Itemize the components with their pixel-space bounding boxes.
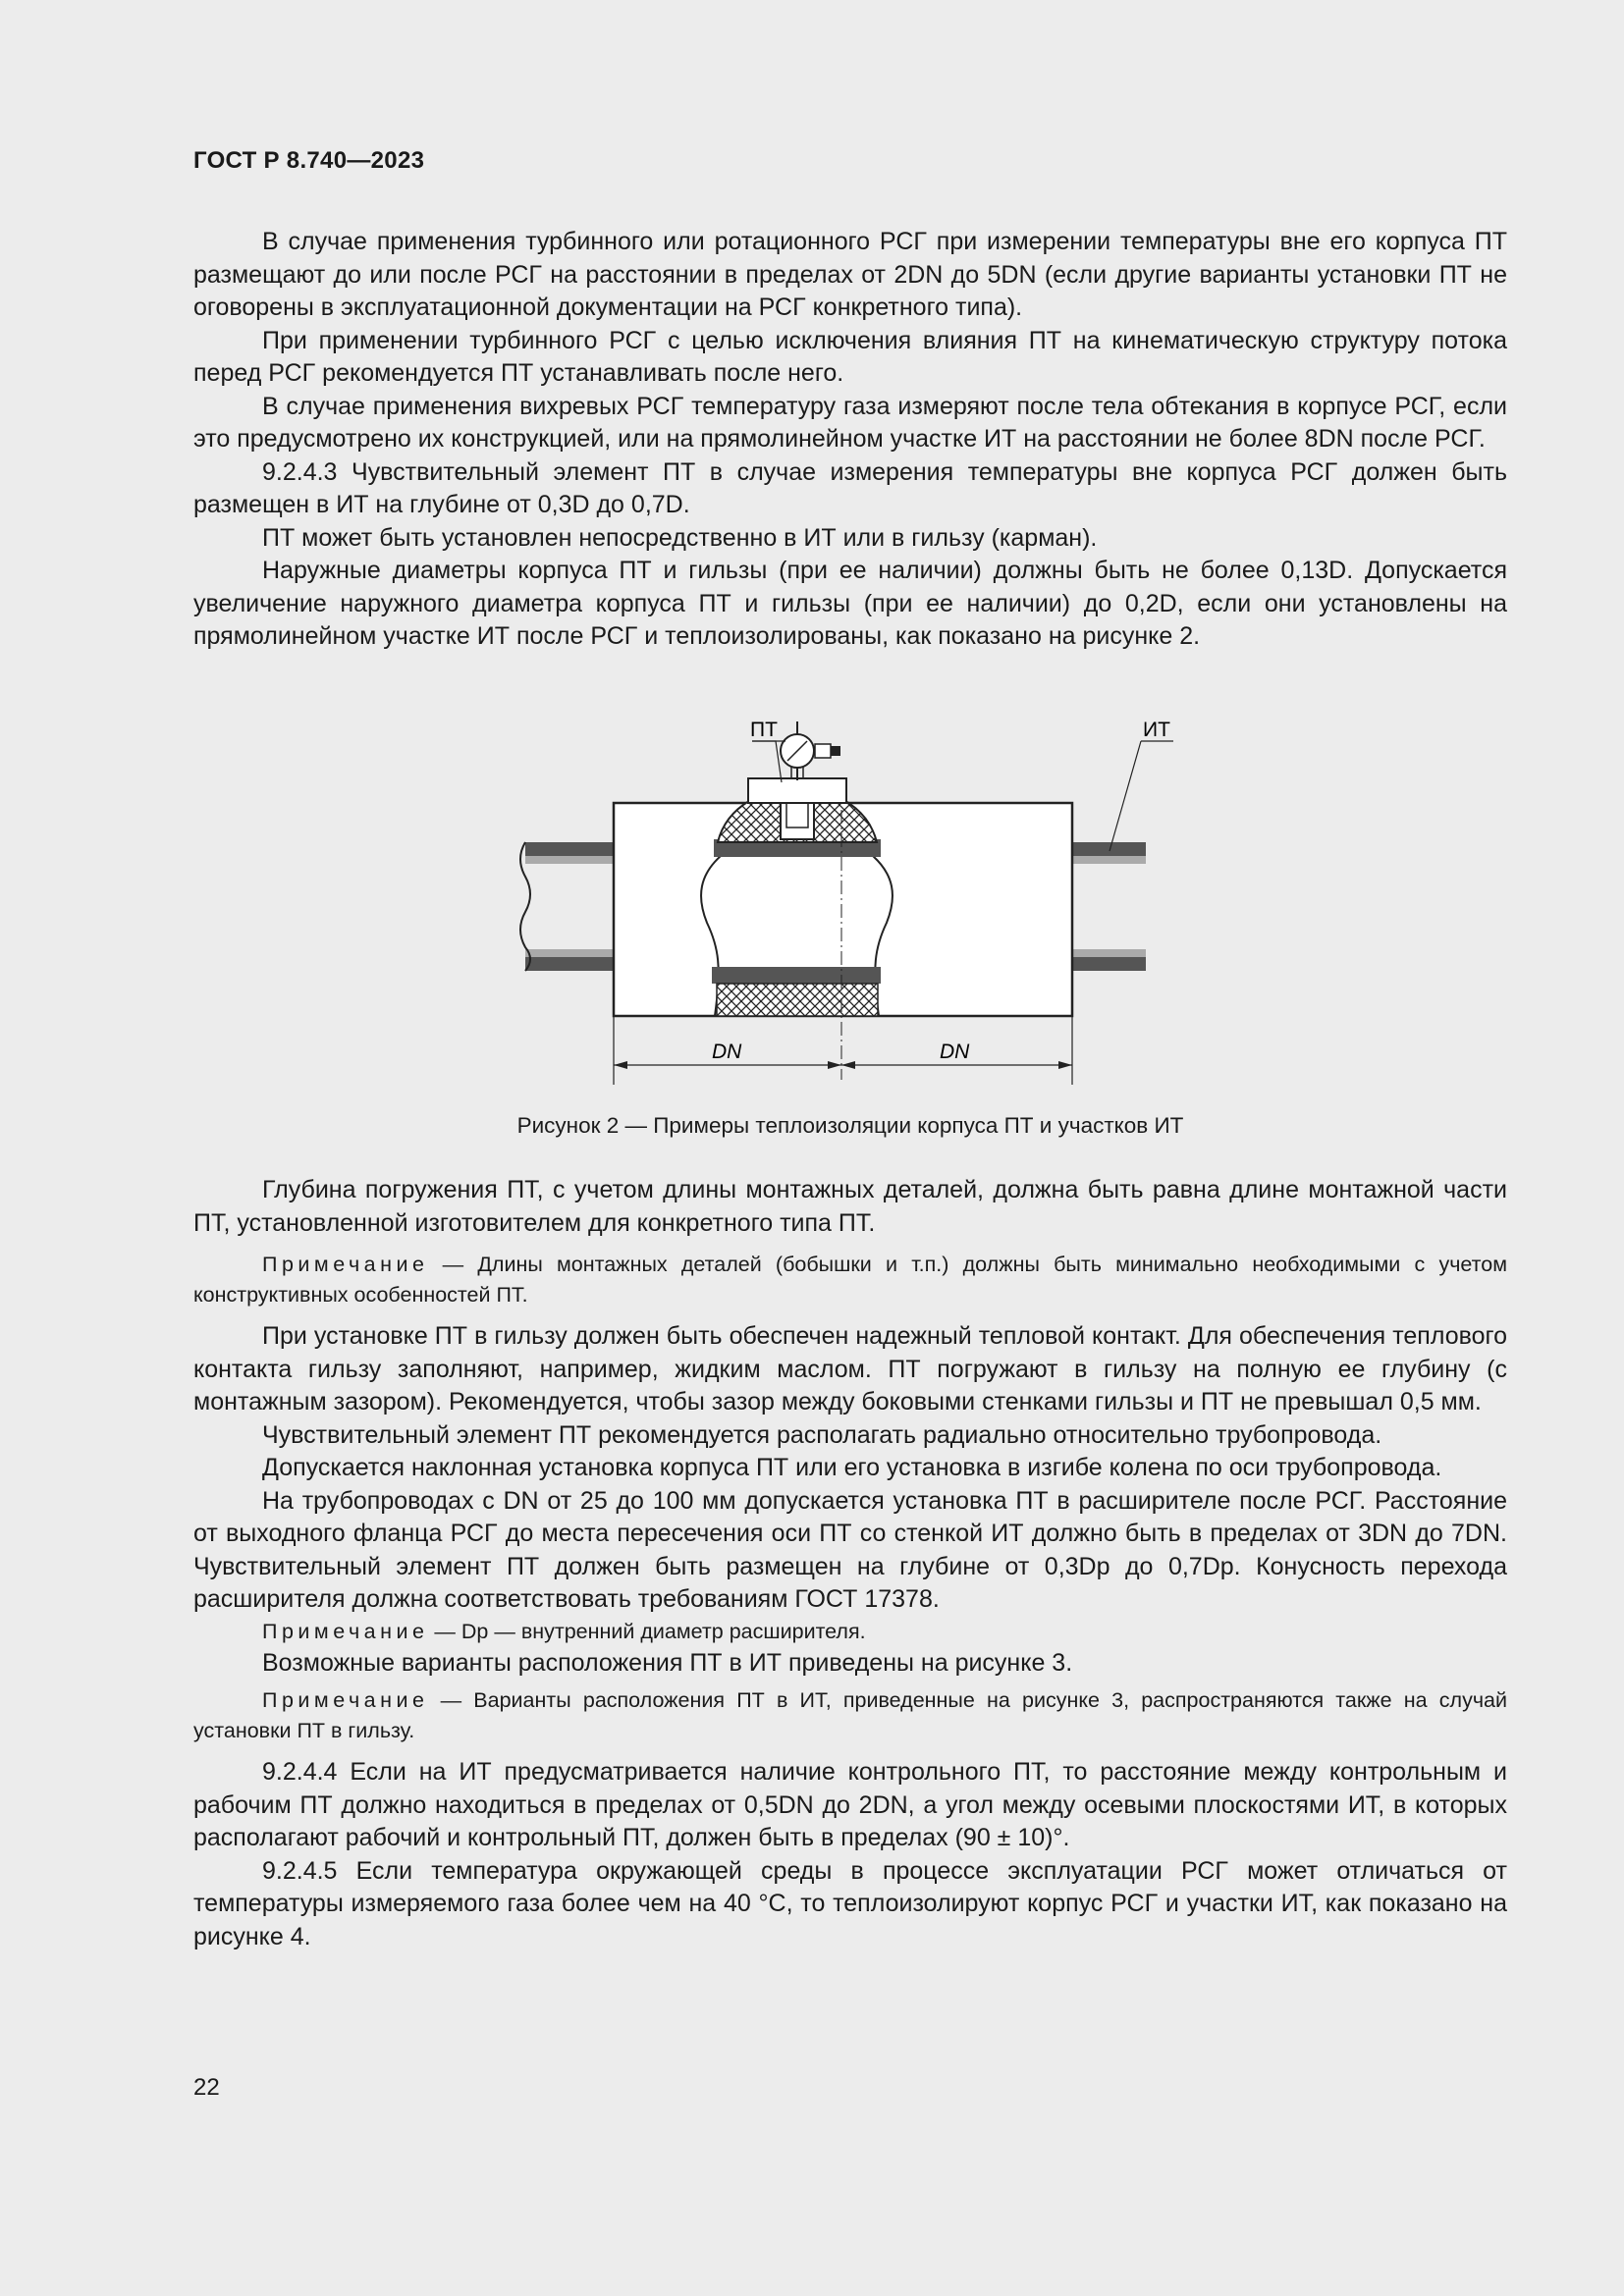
label-it: ИТ (1143, 719, 1170, 741)
paragraph: Чувствительный элемент ПТ рекомендуется располагать радиально относительно трубопровода. (262, 1420, 1382, 1449)
paragraph: Наружные диаметры корпуса ПТ и гильзы (при ее наличии) должны быть не более 0,13D. Допускается увеличение наружного диаметра корпуса ПТ и гильзы (при ее наличии) до 0,2D, если они установлены на прямолинейном участке ИТ после РСГ и теплоизолированы, как показано на рисунке 2. (193, 557, 1507, 650)
page-number: 22 (193, 2074, 220, 2101)
paragraph: 9.2.4.4 Если на ИТ предусматривается наличие контрольного ПТ, то расстояние между контрольным и рабочим ПТ должно находиться в пределах от 0,5DN до 2DN, а угол между осевыми плоскостями ИТ, в которых располагают рабочий и контрольный ПТ, должен быть в пределах (90 ± 10)°. (193, 1758, 1507, 1851)
figure-2-diagram (511, 702, 1170, 1075)
dim-right-label: DN (940, 1041, 970, 1063)
paragraph: При установке ПТ в гильзу должен быть обеспечен надежный тепловой контакт. Для обеспечения теплового контакта гильзу заполняют, например, жидким маслом. ПТ погружают в гильзу на полную ее глубину (с монтажным зазором). Рекомендуется, чтобы зазор между боковыми стенками гильзы и ПТ не превышал 0,5 мм. (193, 1322, 1507, 1415)
note-text: — Dр — внутренний диаметр расширителя. (428, 1619, 866, 1643)
label-pt: ПТ (750, 719, 778, 741)
note-text: — Длины монтажных деталей (бобышки и т.п.) должны быть минимально необходимыми с учетом конструктивных особенностей ПТ. (193, 1253, 1507, 1307)
note (193, 1250, 1507, 1310)
paragraph: Возможные варианты расположения ПТ в ИТ приведены на рисунке 3. (262, 1648, 1073, 1677)
paragraph: ПТ может быть установлен непосредственно в ИТ или в гильзу (карман). (262, 523, 1098, 552)
paragraph: На трубопроводах с DN от 25 до 100 мм допускается установка ПТ в расширителе после РСГ. Расстояние от выходного фланца РСГ до места пересечения оси ПТ со стенкой ИТ должно быть в пределах от 3DN до 7DN. Чувствительный элемент ПТ должен быть размещен на глубине от 0,3Dр до 0,7Dр. Конусность перехода расширителя должна соответствовать требованиям ГОСТ 17378. (193, 1486, 1507, 1613)
note (193, 1685, 1507, 1746)
dim-left-label: DN (712, 1041, 742, 1063)
paragraph: При применении турбинного РСГ с целью исключения влияния ПТ на кинематическую структуру потока перед РСГ рекомендуется ПТ устанавливать после него. (193, 326, 1507, 387)
paragraph: В случае применения вихревых РСГ температуру газа измеряют после тела обтекания в корпусе РСГ, если это предусмотрено их конструкцией, или на прямолинейном участке ИТ на расстоянии не более 8DN после РСГ. (193, 392, 1507, 453)
left-pipe (520, 842, 614, 971)
paragraph: 9.2.4.5 Если температура окружающей среды в процессе эксплуатации РСГ может отличаться от температуры измеряемого газа более чем на 40 °С, то теплоизолируют корпус РСГ и участки ИТ, как показано на рисунке 4. (193, 1856, 1507, 1950)
right-pipe (1072, 842, 1146, 971)
note-label: Примечание (262, 1688, 429, 1712)
paragraph: Допускается наклонная установка корпуса ПТ или его установка в изгибе колена по оси трубопровода. (262, 1454, 1442, 1481)
note-label: Примечание (262, 1619, 429, 1643)
paragraph: Глубина погружения ПТ, с учетом длины монтажных деталей, должна быть равна длине монтажной части ПТ, установленной изготовителем для конкретного типа ПТ. (193, 1176, 1507, 1237)
figure-caption: Рисунок 2 — Примеры теплоизоляции корпуса ПТ и участков ИТ (516, 1113, 1184, 1138)
note-text: — Варианты расположения ПТ в ИТ, приведенные на рисунке 3, распространяются также на случай установки ПТ в гильзу. (193, 1688, 1507, 1742)
paragraph: В случае применения турбинного или ротационного РСГ при измерении температуры вне его корпуса ПТ размещают до или после РСГ на расстоянии в пределах от 2DN до 5DN (если другие варианты установки ПТ не оговорены в эксплуатационной документации на РСГ конкретного типа). (193, 228, 1507, 321)
note-label: Примечание (262, 1253, 429, 1276)
note (193, 1617, 1507, 1647)
paragraph: 9.2.4.3 Чувствительный элемент ПТ в случае измерения температуры вне корпуса РСГ должен быть размещен в ИТ на глубине от 0,3D до 0,7D. (193, 457, 1507, 518)
text-block-bottom (193, 1174, 1507, 1953)
text-block-top (193, 226, 1507, 654)
document-header: ГОСТ Р 8.740—2023 (193, 147, 425, 174)
